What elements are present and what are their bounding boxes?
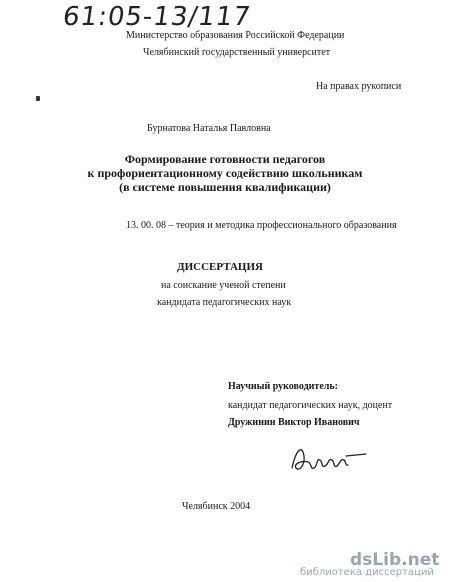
logo-dot: . <box>401 550 408 570</box>
logo-text: dsLib <box>350 550 402 570</box>
degree-line: на соискание ученой степени <box>161 280 286 291</box>
supervisor-signature <box>288 438 368 478</box>
title-line: (в системе повышения квалификации) <box>119 180 331 194</box>
title-line: к профориентационному содействию школьникам <box>87 166 363 180</box>
rights-note: На правах рукописи <box>316 81 402 92</box>
watermark-caption: библиотека диссертаций <box>300 567 434 578</box>
university-line: Челябинский государственный университет <box>143 47 331 58</box>
ink-mark <box>36 96 40 101</box>
author-name: Бурнатова Наталья Павловна <box>147 123 271 134</box>
dissertation-title <box>0 152 450 194</box>
degree-line: кандидата педагогических наук <box>157 297 292 308</box>
supervisor-label: Научный руководитель: <box>228 381 338 392</box>
supervisor-degree: кандидат педагогических наук, доцент <box>228 400 393 411</box>
logo-text: net <box>407 550 440 570</box>
specialty-line: 13. 00. 08 – теория и методика профессионального образования <box>126 220 397 231</box>
supervisor-name: Дружинин Виктор Иванович <box>228 417 360 428</box>
work-type-heading: ДИССЕРТАЦИЯ <box>177 261 263 273</box>
city-year: Челябинск 2004 <box>182 501 251 512</box>
ministry-line: Министерство образования Российской Федерации <box>126 30 345 41</box>
title-line: Формирование готовности педагогов <box>124 152 326 166</box>
archive-number: 61:05-13/117 <box>60 2 253 32</box>
